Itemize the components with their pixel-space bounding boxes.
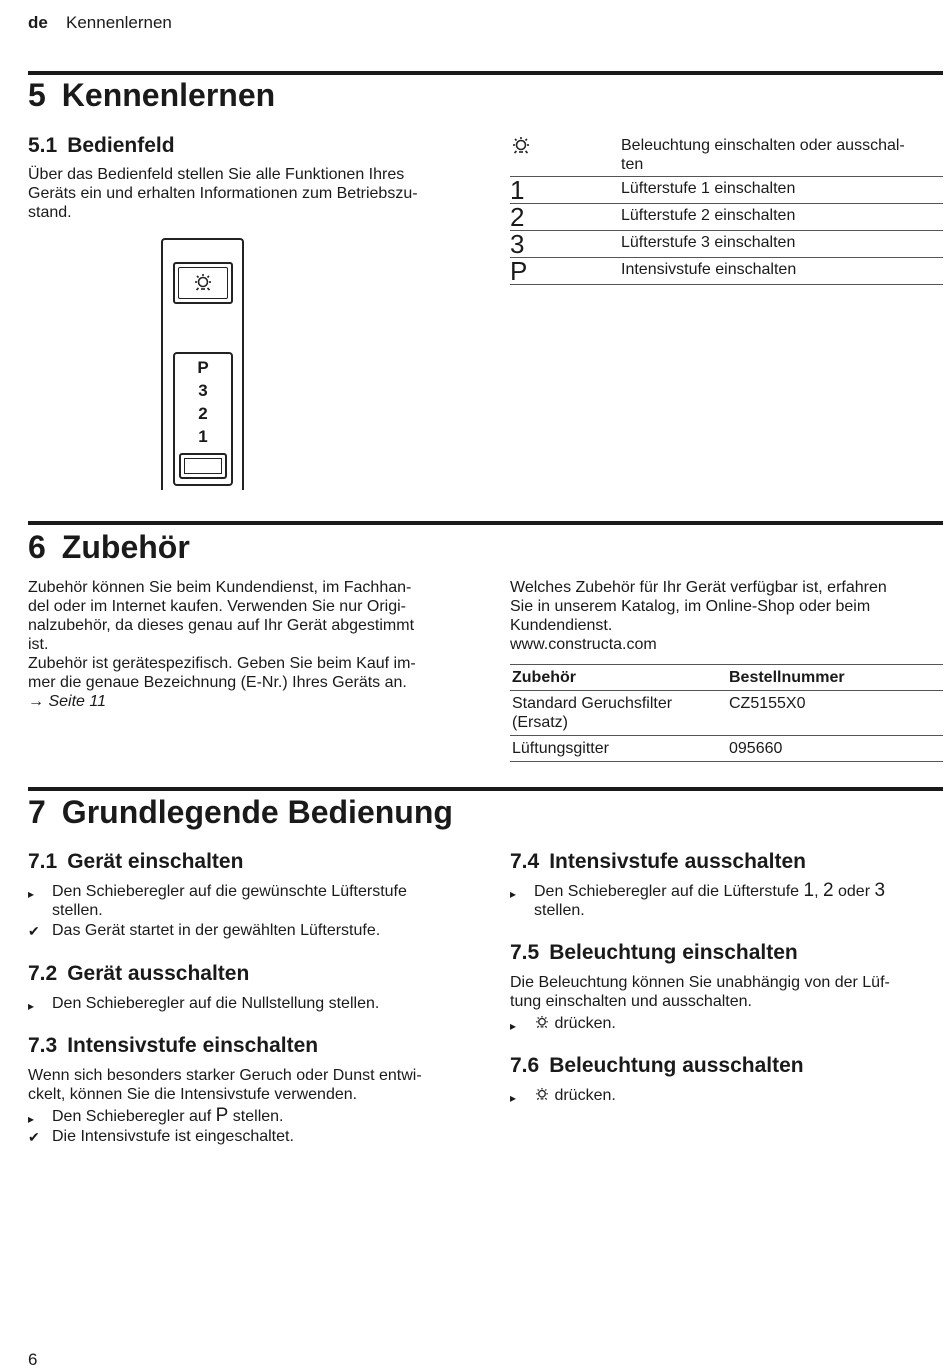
text-line: Die Intensivstufe ist eingeschaltet. — [52, 1128, 294, 1145]
column-header: Bestellnummer — [727, 665, 943, 691]
subsection-title: Intensivstufe ausschalten — [549, 850, 806, 873]
accessories-table — [510, 664, 943, 762]
description-cell: Lüfterstufe 1 einschalten — [621, 177, 943, 204]
subsection-7-1-heading — [28, 849, 243, 875]
checkmark-icon: ✔ — [28, 1129, 40, 1145]
language-code: de — [28, 13, 48, 32]
text-line: Zubehör können Sie beim Kundendienst, im Fachhan- — [28, 579, 412, 596]
step-arrow-icon: ▸ — [510, 887, 517, 901]
text-line: Das Gerät startet in der gewählten Lüfterstufe. — [52, 922, 381, 939]
text-line: Den Schieberegler auf die Nullstellung stellen. — [52, 995, 380, 1012]
text-fragment: , — [814, 883, 823, 900]
intensive-description — [28, 1066, 422, 1104]
subsection-7-3-heading — [28, 1033, 318, 1059]
accessories-text-right — [510, 578, 887, 654]
table-row — [510, 231, 943, 258]
text-fragment: drücken. — [554, 1015, 616, 1032]
instruction-step — [510, 1086, 616, 1108]
subsection-number: 7.4 — [510, 850, 540, 873]
section-title: Zubehör — [61, 529, 190, 565]
fan-level-symbol: 2 — [822, 880, 834, 901]
text-line: nalzubehör, da dieses genau auf Ihr Gerät abgestimmt — [28, 617, 415, 634]
intensive-level-symbol: P — [215, 1105, 229, 1126]
slider-level-label: 1 — [198, 427, 208, 446]
section-5-heading — [28, 76, 275, 114]
text-line: Die Beleuchtung können Sie unabhängig von der Lüf- — [510, 974, 890, 991]
subsection-number: 7.6 — [510, 1054, 540, 1077]
text-line: Den Schieberegler auf die gewünschte Lüfterstufe — [52, 883, 407, 900]
control-panel-illustration — [161, 238, 244, 490]
instruction-step — [510, 882, 885, 920]
text-line: Sie in unserem Katalog, im Online-Shop oder beim — [510, 598, 871, 615]
section-7-heading — [28, 793, 453, 831]
text-line: stellen. — [534, 902, 585, 919]
text-line: Kundendienst. — [510, 617, 613, 634]
instruction-step — [28, 882, 407, 920]
text-fragment: stellen. — [228, 1108, 284, 1125]
symbol-table — [510, 134, 943, 285]
text-line: stand. — [28, 204, 72, 221]
symbol-cell: 1 — [510, 177, 621, 204]
step-arrow-icon: ▸ — [28, 999, 35, 1013]
table-row — [510, 134, 943, 177]
step-arrow-icon: ▸ — [510, 1091, 517, 1105]
order-number-cell: 095660 — [727, 736, 943, 762]
table-row — [510, 204, 943, 231]
table-row — [510, 736, 943, 762]
section-title: Kennenlernen — [61, 77, 276, 113]
instruction-step — [28, 1107, 283, 1129]
light-icon — [534, 1015, 550, 1030]
text-fragment: oder — [833, 883, 875, 900]
fan-level-symbol: 3 — [874, 880, 886, 901]
section-number: 6 — [28, 529, 46, 565]
section-number: 7 — [28, 794, 46, 830]
text-line: Geräts ein und erhalten Informationen zum Betriebszu- — [28, 185, 418, 202]
text-line: (Ersatz) — [512, 714, 568, 731]
text-line: ten — [621, 156, 644, 173]
fan-slider — [173, 352, 233, 486]
checkmark-icon: ✔ — [28, 923, 40, 939]
subsection-7-2-heading — [28, 961, 249, 987]
description-cell: Intensivstufe einschalten — [621, 258, 943, 285]
table-row — [510, 691, 943, 736]
fan-level-symbol: 1 — [803, 880, 815, 901]
text-fragment: Den Schieberegler auf die Lüfterstufe — [534, 883, 804, 900]
text-line: ist. — [28, 636, 49, 653]
text-line: Beleuchtung einschalten oder ausschal- — [621, 137, 905, 154]
subsection-5-1-heading — [28, 133, 175, 159]
instruction-step — [28, 994, 379, 1016]
subsection-number: 7.3 — [28, 1034, 58, 1057]
text-line: Welches Zubehör für Ihr Gerät verfügbar ist, erfahren — [510, 579, 887, 596]
accessory-name-cell: Lüftungsgitter — [510, 736, 727, 762]
section-number: 5 — [28, 77, 46, 113]
running-header-chapter: Kennenlernen — [66, 13, 172, 32]
subsection-title: Bedienfeld — [67, 134, 175, 157]
section-rule — [28, 787, 943, 791]
subsection-title: Beleuchtung ausschalten — [549, 1054, 804, 1077]
text-line: Wenn sich besonders starker Geruch oder Dunst entwi- — [28, 1067, 422, 1084]
slider-knob — [179, 453, 227, 479]
subsection-number: 7.1 — [28, 850, 58, 873]
text-fragment: Den Schieberegler auf — [52, 1108, 216, 1125]
light-icon — [510, 136, 532, 156]
symbol-cell: P — [510, 258, 621, 285]
instruction-result — [28, 921, 380, 941]
subsection-number: 5.1 — [28, 134, 58, 157]
accessories-text-left — [28, 578, 416, 711]
subsection-7-5-heading — [510, 940, 798, 966]
table-header-row — [510, 665, 943, 691]
section-title: Grundlegende Bedienung — [61, 794, 453, 830]
column-header: Zubehör — [510, 665, 727, 691]
page-number: 6 — [28, 1350, 38, 1369]
text-line: ckelt, können Sie die Intensivstufe verwenden. — [28, 1086, 358, 1103]
text-fragment: drücken. — [554, 1087, 616, 1104]
section-rule — [28, 521, 943, 525]
symbol-cell: 3 — [510, 231, 621, 258]
text-line: stellen. — [52, 902, 103, 919]
subsection-number: 7.2 — [28, 962, 58, 985]
text-line: mer die genaue Bezeichnung (E-Nr.) Ihres Geräts an. — [28, 674, 407, 691]
light-icon — [192, 273, 214, 293]
bedienfeld-description — [28, 165, 418, 222]
text-line: del oder im Internet kaufen. Verwenden Sie nur Origi- — [28, 598, 406, 615]
text-line: Standard Geruchsfilter — [512, 695, 673, 712]
instruction-result — [28, 1127, 294, 1147]
light-icon — [534, 1087, 550, 1102]
table-row — [510, 177, 943, 204]
symbol-cell: 2 — [510, 204, 621, 231]
description-cell: Lüfterstufe 2 einschalten — [621, 204, 943, 231]
page-reference-link[interactable]: → Seite 11 — [28, 693, 106, 710]
instruction-step — [510, 1014, 616, 1036]
step-arrow-icon: ▸ — [510, 1019, 517, 1033]
description-cell — [621, 134, 943, 177]
text-line: Zubehör ist gerätespezifisch. Geben Sie beim Kauf im- — [28, 655, 416, 672]
accessory-name-cell — [510, 691, 727, 736]
slider-level-label: 2 — [198, 404, 208, 423]
section-6-heading — [28, 528, 190, 566]
slider-level-label: 3 — [198, 381, 208, 400]
slider-level-label: P — [197, 358, 209, 377]
section-rule — [28, 71, 943, 75]
text-line: tung einschalten und ausschalten. — [510, 993, 752, 1010]
step-arrow-icon: ▸ — [28, 1112, 35, 1126]
subsection-title: Gerät ausschalten — [67, 962, 250, 985]
text-line: Über das Bedienfeld stellen Sie alle Funktionen Ihres — [28, 166, 405, 183]
symbol-cell — [510, 134, 621, 177]
table-row — [510, 258, 943, 285]
light-button — [173, 262, 233, 304]
lighting-description — [510, 973, 890, 1011]
step-arrow-icon: ▸ — [28, 887, 35, 901]
subsection-7-4-heading — [510, 849, 806, 875]
description-cell: Lüfterstufe 3 einschalten — [621, 231, 943, 258]
subsection-number: 7.5 — [510, 941, 540, 964]
order-number-cell: CZ5155X0 — [727, 691, 943, 736]
subsection-7-6-heading — [510, 1053, 804, 1079]
subsection-title: Intensivstufe einschalten — [67, 1034, 319, 1057]
website-url[interactable]: www.constructa.com — [510, 636, 657, 653]
subsection-title: Beleuchtung einschalten — [549, 941, 798, 964]
subsection-title: Gerät einschalten — [67, 850, 244, 873]
